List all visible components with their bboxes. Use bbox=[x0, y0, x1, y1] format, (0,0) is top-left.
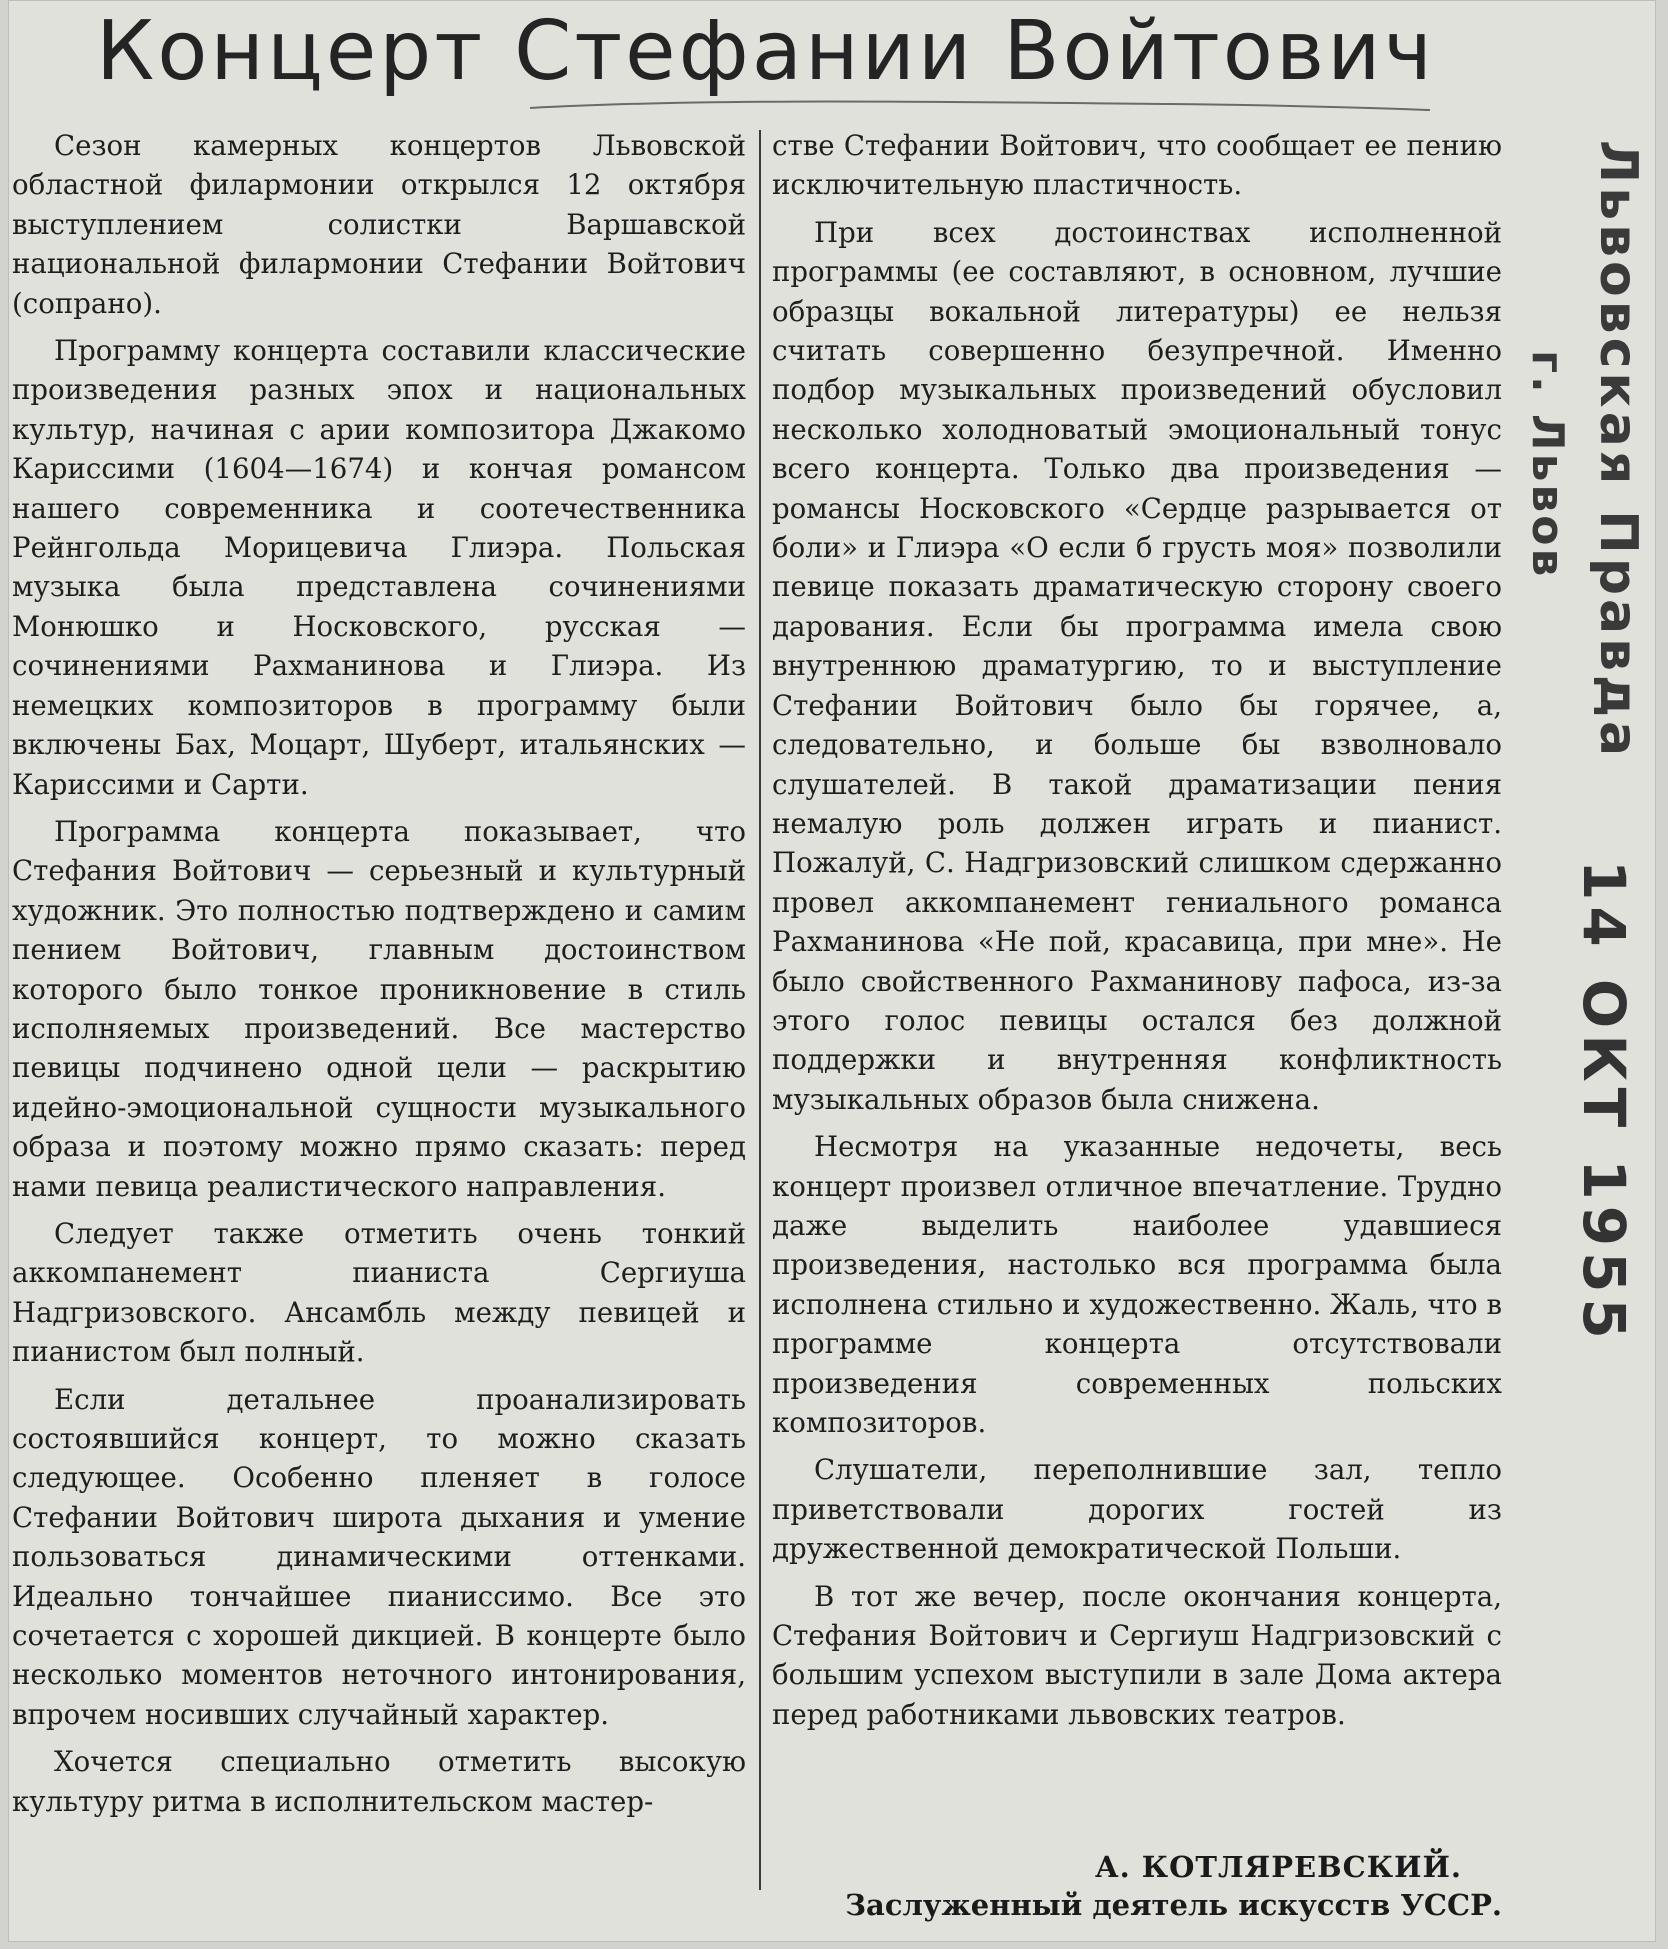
paragraph: Следует также отметить очень тонкий аккомпанемент пианиста Сергиуша Надгризовского. Ансамбль между певицей и пианистом был полный. bbox=[12, 1216, 746, 1369]
paragraph: При всех достоинствах исполненной программы (ее составляют, в основном, лучшие образцы вокальной литературы) ее нельзя считать совершенно безупречной. Именно подбор музыкальных произведений обусловил несколько холодноватый эмоциональный тонус всего концерта. Только два произведения — романсы Носковского «Сердце разрывается от боли» и Глиэра «О если б грусть моя» позволили певице показать драматическую сторону своего дарования. Если бы программа имела свою внутреннюю драматургию, то и выступление Стефании Войтович было бы горячее, а, следовательно, и больше бы взволновало слушателей. В такой драматизации пения немалую роль должен играть и пианист. Пожалуй, С. Надгризовский слишком сдержанно провел аккомпанемент гениального романса Рахманинова «Не пой, красавица, при мне». Не было свойственного Рахманинову пафоса, из-за этого голос певицы остался без должной поддержки и внутренняя конфликтность музыкальных образов была снижена. bbox=[772, 215, 1502, 1116]
archive-stamp bbox=[1518, 140, 1648, 1345]
paragraph: Если детальнее проанализировать состоявшийся концерт, то можно сказать следующее. Особенно пленяет в голосе Стефании Войтович широта дыхания и умение пользоваться динамическими оттенками. Идеально тончайшее пианиссимо. Все это сочетается с хорошей дикцией. В концерте было несколько моментов неточного интонирования, впрочем носивших случайный характер. bbox=[12, 1382, 746, 1731]
article-left-column bbox=[12, 126, 746, 1829]
author-name: А. КОТЛЯРЕВСКИЙ. bbox=[1094, 1850, 1462, 1884]
paragraph: Слушатели, переполнившие зал, тепло приветствовали дорогих гостей из дружественной демократической Польши. bbox=[772, 1453, 1502, 1566]
stamp-date: 14 ОКТ 1955 bbox=[1570, 860, 1638, 1345]
paragraph: Программа концерта показывает, что Стефания Войтович — серьезный и культурный художник. Это полностью подтверждено и самим пением Войтович, главным достоинством которого было тонкое проникновение в стиль исполняемых произведений. Все мастерство певицы подчинено одной цели — раскрытию идейно-эмоциональной сущности музыкального образа и поэтому можно прямо сказать: перед нами певица реалистического направления. bbox=[12, 814, 746, 1203]
paragraph: Сезон камерных концертов Львовской областной филармонии открылся 12 октября выступлением солистки Варшавской национальной филармонии Стефании Войтович (сопрано). bbox=[12, 129, 746, 320]
paragraph: Хочется специально отметить высокую культуру ритма в исполнительском мастер- bbox=[12, 1745, 746, 1818]
pencil-underline bbox=[530, 96, 1430, 114]
stamp-newspaper-name: Львовская Правда bbox=[1588, 140, 1648, 761]
paragraph: В тот же вечер, после окончания концерта, Стефания Войтович и Сергиуш Надгризовский с большим успехом выступили в зале Дома актера перед работниками львовских театров. bbox=[772, 1579, 1502, 1731]
article-headline: Концерт Стефании Войтович bbox=[96, 4, 1435, 99]
column-divider bbox=[759, 130, 761, 1890]
paragraph: стве Стефании Войтович, что сообщает ее пению исключительную пластичность. bbox=[772, 129, 1502, 202]
author-signature bbox=[772, 1848, 1502, 1924]
paragraph: Программу концерта составили классические произведения разных эпох и национальных культур, начиная с арии композитора Джакомо Кариссими (1604—1674) и кончая романсом нашего современника и соотечественника Рейнгольда Морицевича Глиэра. Польская музыка была представлена сочинениями Монюшко и Носковского, русская — сочинениями Рахманинова и Глиэра. Из немецких композиторов в программу были включены Бах, Моцарт, Шуберт, итальянских — Кариссими и Сарти. bbox=[12, 334, 746, 801]
paragraph: Несмотря на указанные недочеты, весь концерт произвел отличное впечатление. Трудно даже выделить наиболее удавшиеся произведения, настолько вся программа была исполнена стильно и художественно. Жаль, что в программе концерта отсутствовали произведения современных польских композиторов. bbox=[772, 1130, 1502, 1439]
stamp-city: г. Львов bbox=[1522, 350, 1573, 580]
article-right-column bbox=[772, 126, 1502, 1742]
author-title: Заслуженный деятель искусств УССР. bbox=[845, 1888, 1502, 1922]
